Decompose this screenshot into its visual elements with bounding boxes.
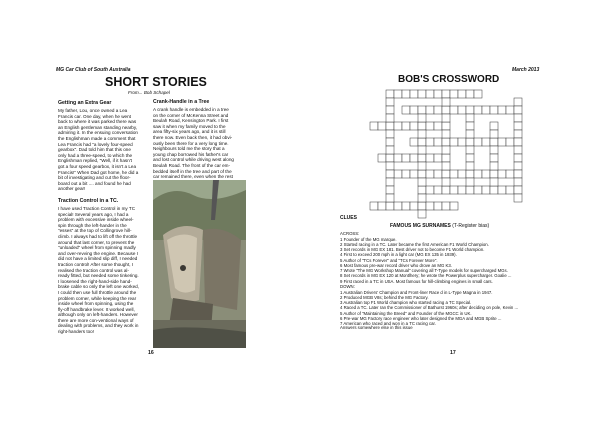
text-line: dealing with problems, and they work in [58,323,139,329]
crossword-cell[interactable] [402,90,410,98]
crossword-cell[interactable] [418,130,426,138]
crossword-cell[interactable] [378,202,386,210]
crossword-cell[interactable] [474,90,482,98]
section-heading-crank: Crank-Handle in a Tree [153,99,210,105]
text-line: I could then use full throttle around the [58,289,137,295]
crossword-cell[interactable] [466,186,474,194]
crossword-cell[interactable] [466,122,474,130]
crossword-cell[interactable] [514,170,522,178]
crossword-cell[interactable] [514,138,522,146]
crossword-cell[interactable] [426,106,434,114]
crossword-cell[interactable] [386,170,394,178]
text-line: "esses" at the top of Collingrove hill- [58,228,132,234]
crossword-cell[interactable] [506,138,514,146]
crossword-cell[interactable] [394,170,402,178]
crossword-cell[interactable] [402,106,410,114]
crossword-cell[interactable] [410,170,418,178]
crossword-cell[interactable] [386,106,394,114]
text-line: the Englishman made a comment that [58,135,136,141]
clue-item: 3 Australian top F1 World champion who started racing a TC Special. [340,300,472,305]
crossword-cell[interactable] [378,122,386,130]
crossword-cell[interactable] [450,186,458,194]
text-line: ready fitted, but needed some tinkering. [58,273,139,279]
crossword-cell[interactable] [410,202,418,210]
crossword-cell[interactable] [394,154,402,162]
text-line: did not have a limited slip diff, I needed [58,256,138,262]
crossword-cell[interactable] [482,138,490,146]
text-line: climb. I always had to lift off the throttle [58,233,138,239]
crossword-cell[interactable] [426,202,434,210]
text-line: Beulah Road. The front of the car em- [153,162,231,168]
crossword-cell[interactable] [442,154,450,162]
crossword-cell[interactable] [482,186,490,194]
crossword-cell[interactable] [386,138,394,146]
crossword-cell[interactable] [418,90,426,98]
text-line: inside wheel from spinning, using the [58,301,134,307]
clue-item: 4 Raced a TC. Later ran the Commissioner of Bathurst 1960s; after deciding on pole, Kevin ... [340,305,519,311]
crossword-cell[interactable] [458,138,466,146]
across-label: ACROSS: [340,231,360,236]
crossword-cell[interactable] [442,162,450,170]
clue-item: 5 Author of "Maintaining the Breed" and Founder of the MGCC in UK. [340,310,472,316]
crossword-cell[interactable] [514,98,522,106]
page-number-left: 16 [148,350,154,356]
crossword-cell[interactable] [498,170,506,178]
crossword-cell[interactable] [442,146,450,154]
story-traction-control [58,206,147,335]
text-line: Englishman replied, "Well, if it hasn't [58,158,132,164]
crossword-cell[interactable] [482,170,490,178]
clue-item: 7 Wrote "The MG Workshop Manual" covering all T-Type models for supercharged MGs. [340,268,508,273]
crossword-cell[interactable] [490,186,498,194]
byline: From... Bob Schapel [128,90,170,95]
crossword-cell[interactable] [490,154,498,162]
crossword-cell[interactable] [466,114,474,122]
clue-item: 6 Pre-war MG Factory race engineer who later designed the MGA and MGB Sprite ... [340,315,502,321]
text-line: Francis car. One day, when he went [58,113,131,119]
crossword-cell[interactable] [402,170,410,178]
crossword-cell[interactable] [434,122,442,130]
text-line: saw it when my family moved to the [153,123,226,129]
text-line: and over-revving the engine. Because I [58,250,138,256]
crossword-cell[interactable] [418,202,426,210]
crossword-cell[interactable] [442,186,450,194]
clue-item: 5 Author of "TCs Forever" and "TCs Forever More". [340,257,438,263]
text-line: traction control! After some thought, I [58,261,134,267]
crossword-cell[interactable] [514,186,522,194]
page-number-right: 17 [450,350,456,356]
crossword-cell[interactable] [506,106,514,114]
crossword-cell[interactable] [418,154,426,162]
crossword-cell[interactable] [466,130,474,138]
text-line: Neighbours told me the story that a [153,146,225,152]
crossword-cell[interactable] [474,186,482,194]
crossword-cell[interactable] [426,154,434,162]
text-line: Beulah Road, Kensington Park. I first [153,118,229,124]
crossword-cell[interactable] [418,194,426,202]
crossword-cell[interactable] [402,202,410,210]
text-line: gearbox". Dad told him that this one [58,147,131,153]
crossword-cell[interactable] [386,194,394,202]
crossword-cell[interactable] [514,194,522,202]
crossword-cell[interactable] [386,122,394,130]
crossword-cell[interactable] [394,202,402,210]
crossword-cell[interactable] [514,122,522,130]
crossword-cell[interactable] [418,138,426,146]
issue-date: March 2013 [512,67,540,73]
section-heading-extra-gear: Getting an Extra Gear [58,100,112,106]
text-line: there now. Even back then, it had obvi- [153,134,233,140]
crossword-cell[interactable] [442,178,450,186]
crossword-cell[interactable] [490,122,498,130]
crossword-cell[interactable] [458,90,466,98]
crossword-cell[interactable] [506,170,514,178]
text-line: admiring it. In the ensuing conversation [58,130,138,136]
crossword-cell[interactable] [498,138,506,146]
crossword-cell[interactable] [434,154,442,162]
text-line: young chap borrowed his father's car [153,151,229,157]
crossword-cell[interactable] [410,122,418,130]
crossword-cell[interactable] [434,138,442,146]
text-line: around that last corner, to prevent the [58,239,135,245]
text-line: back to where it was parked there was [58,119,137,125]
text-line: ously been there for a very long time. [153,140,229,146]
crossword-cell[interactable] [418,186,426,194]
crossword-cell[interactable] [466,90,474,98]
answer-note: Answers somewhere else in this issue [340,325,413,330]
crossword-cell[interactable] [386,114,394,122]
clue-item: 2 Produced MGB V8s; behind the MG Factory. [340,294,429,300]
clue-item: 4 First to exceed 200 mph in a light car (MG EX 135 in 1939). [340,252,457,258]
crossword-cell[interactable] [514,154,522,162]
crossword-cell[interactable] [450,90,458,98]
crossword-cell[interactable] [490,138,498,146]
text-line: got a four speed gearbox, it isn't a Lea [58,163,137,169]
clue-item: 3 Set records in MG EX 181. Best driver not to become F1 World champion. [340,247,485,252]
crossword-cell[interactable] [498,106,506,114]
crossword-cell[interactable] [434,90,442,98]
crossword-cell[interactable] [410,138,418,146]
crossword-cell[interactable] [386,90,394,98]
text-line: problem with excessive inside wheel- [58,217,134,223]
crossword-cell[interactable] [402,122,410,130]
text-line: board out a bit .... and found he had [58,180,131,186]
crossword-cell[interactable] [418,178,426,186]
clues-label: CLUES [340,215,357,221]
crossword-cell[interactable] [450,170,458,178]
clue-item: 7 American who raced and won in a TC racing car. [340,321,436,326]
crossword-cell[interactable] [506,186,514,194]
text-line: car remained there, even when the rest [153,174,233,180]
crossword-cell[interactable] [370,202,378,210]
crossword-cell[interactable] [490,170,498,178]
crossword-cell[interactable] [466,146,474,154]
crossword-cell[interactable] [514,162,522,170]
text-line: Francis!" When Dad got home, he did a [58,169,139,175]
crossword-cell[interactable] [434,186,442,194]
crossword-cell[interactable] [426,138,434,146]
crossword-cell[interactable] [466,178,474,186]
crossword-cell[interactable] [426,90,434,98]
crossword-cell[interactable] [442,122,450,130]
text-line: A crank handle is embedded in a tree [153,107,229,112]
crossword-cell[interactable] [450,106,458,114]
tree-photo [153,180,246,348]
crossword-cell[interactable] [434,170,442,178]
section-heading-traction: Traction Control in a TC. [58,198,119,204]
crossword-cell[interactable] [426,122,434,130]
text-line: bit of investigating and cut the floor- [58,175,131,181]
crossword-cell[interactable] [458,170,466,178]
crossword-cell[interactable] [490,130,498,138]
text-line: right-handers too! [58,329,95,335]
crossword-cell[interactable] [466,170,474,178]
text-line: fly-off handbrake lever. It worked well, [58,306,135,312]
crossword-cell[interactable] [386,178,394,186]
crossword-cell[interactable] [386,162,394,170]
clue-item: 6 Most famous pre-war record driver who drove an MG K3. [340,262,453,268]
crossword-cell[interactable] [514,130,522,138]
crossword-cell[interactable] [442,138,450,146]
crossword-cell[interactable] [410,106,418,114]
crossword-cell[interactable] [442,98,450,106]
text-line: My father, Lou, once owned a Lea [58,108,128,113]
crossword-cell[interactable] [386,146,394,154]
crossword-cell[interactable] [386,202,394,210]
text-line: there are more con-ventional ways of [58,317,134,323]
text-line: only had a three-speed, to which the [58,152,133,158]
crossword-cell[interactable] [394,90,402,98]
text-line: another gear! [58,186,86,192]
text-line: "unloaded" wheel from spinning madly [58,245,136,251]
text-line: brake cable so only the left one worked, [58,284,139,290]
clue-item: 1 Australian Drivers' Champion and Front-liner Race d in L-Type Magna in 1947. [340,289,493,295]
crossword-cell[interactable] [474,138,482,146]
clue-item: 1 Founder of the MG marque. [340,236,397,242]
crossword-cell[interactable] [482,106,490,114]
crossword-cell[interactable] [418,170,426,178]
crossword-cell[interactable] [458,186,466,194]
crossword-cell[interactable] [458,106,466,114]
crossword-cell[interactable] [418,162,426,170]
crossword-cell[interactable] [418,210,426,218]
crossword-cell[interactable] [514,178,522,186]
crossword-cell[interactable] [426,186,434,194]
down-label: DOWN: [340,284,355,289]
crossword-cell[interactable] [514,146,522,154]
text-line: and lost control while driving west along [153,157,234,163]
crossword-cell[interactable] [466,154,474,162]
text-line: spin through the left-hander in the [58,222,127,228]
crossword-cell[interactable] [386,98,394,106]
crossword-cell[interactable] [442,90,450,98]
club-header: MG Car Club of South Australia [56,67,131,73]
text-line: an English gentleman standing nearby, [58,124,138,130]
crossword-cell[interactable] [418,146,426,154]
clues-theme-title: FAMOUS MG SURNAMES [390,223,451,229]
crossword-cell[interactable] [474,106,482,114]
page-title: SHORT STORIES [105,75,207,89]
crossword-cell[interactable] [466,162,474,170]
crossword-cell[interactable] [498,186,506,194]
crossword-cell[interactable] [386,130,394,138]
crossword-cell[interactable] [434,202,442,210]
crossword-cell[interactable] [410,90,418,98]
crossword-cell[interactable] [418,114,426,122]
crossword-cell[interactable] [442,106,450,114]
crossword-grid[interactable] [368,88,530,220]
story-extra-gear [58,108,147,192]
crossword-cell[interactable] [402,154,410,162]
text-line: I loosened the right-hand-side hand- [58,278,132,284]
crossword-cell[interactable] [450,138,458,146]
crossword-cell[interactable] [466,138,474,146]
crossword-cell[interactable] [442,114,450,122]
crossword-cell[interactable] [386,154,394,162]
clue-item: 2 Started racing in a TC. Later became the first American F1 World Champion. [340,241,489,247]
clue-item: 9 First raced in a TC in USA. Most famous for hill-climbing engines in small cars. [340,278,493,284]
crossword-cell[interactable] [490,178,498,186]
crossword-cell[interactable] [490,146,498,154]
crossword-cell[interactable] [514,114,522,122]
crossword-cell[interactable] [474,170,482,178]
clues-theme-note: (T-Register bias) [452,223,490,229]
crossword-cell[interactable] [434,106,442,114]
crossword-cell[interactable] [378,154,386,162]
clue-item: 8 Set records in MG EX 120 at Montlhery; he wrote the Powerplus supercharger. Goalie ... [340,273,512,279]
crossword-cell[interactable] [442,202,450,210]
crossword-cell[interactable] [442,170,450,178]
crossword-cell[interactable] [418,122,426,130]
crossword-cell[interactable] [466,106,474,114]
clues-theme [390,224,489,229]
crossword-cell[interactable] [450,202,458,210]
crossword-cell[interactable] [490,106,498,114]
text-line: bedded itself in the tree and part of the [153,168,232,174]
text-line: although only on left-handers. However [58,312,138,318]
crossword-cell[interactable] [386,186,394,194]
crossword-cell[interactable] [370,122,378,130]
crossword-title: BOB'S CROSSWORD [398,74,500,85]
text-line: area fifty-six years ago, and it is still [153,129,226,135]
text-line: special! Several years ago, I had a [58,211,129,217]
crossword-cell[interactable] [394,122,402,130]
crossword-cell[interactable] [442,130,450,138]
text-line: on the corner of McKenna Street and [153,112,229,118]
crossword-cell[interactable] [426,170,434,178]
text-line: problem corner, while keeping the rear [58,295,137,301]
text-line: realised the traction control was al- [58,267,129,273]
crossword-cell[interactable] [418,106,426,114]
crossword-cell[interactable] [410,154,418,162]
text-line: Lea Francis had "a lovely four-speed [58,141,133,147]
crossword-cell[interactable] [514,106,522,114]
text-line: I have used Traction Control in my TC [58,206,136,211]
crossword-cell[interactable] [490,162,498,170]
